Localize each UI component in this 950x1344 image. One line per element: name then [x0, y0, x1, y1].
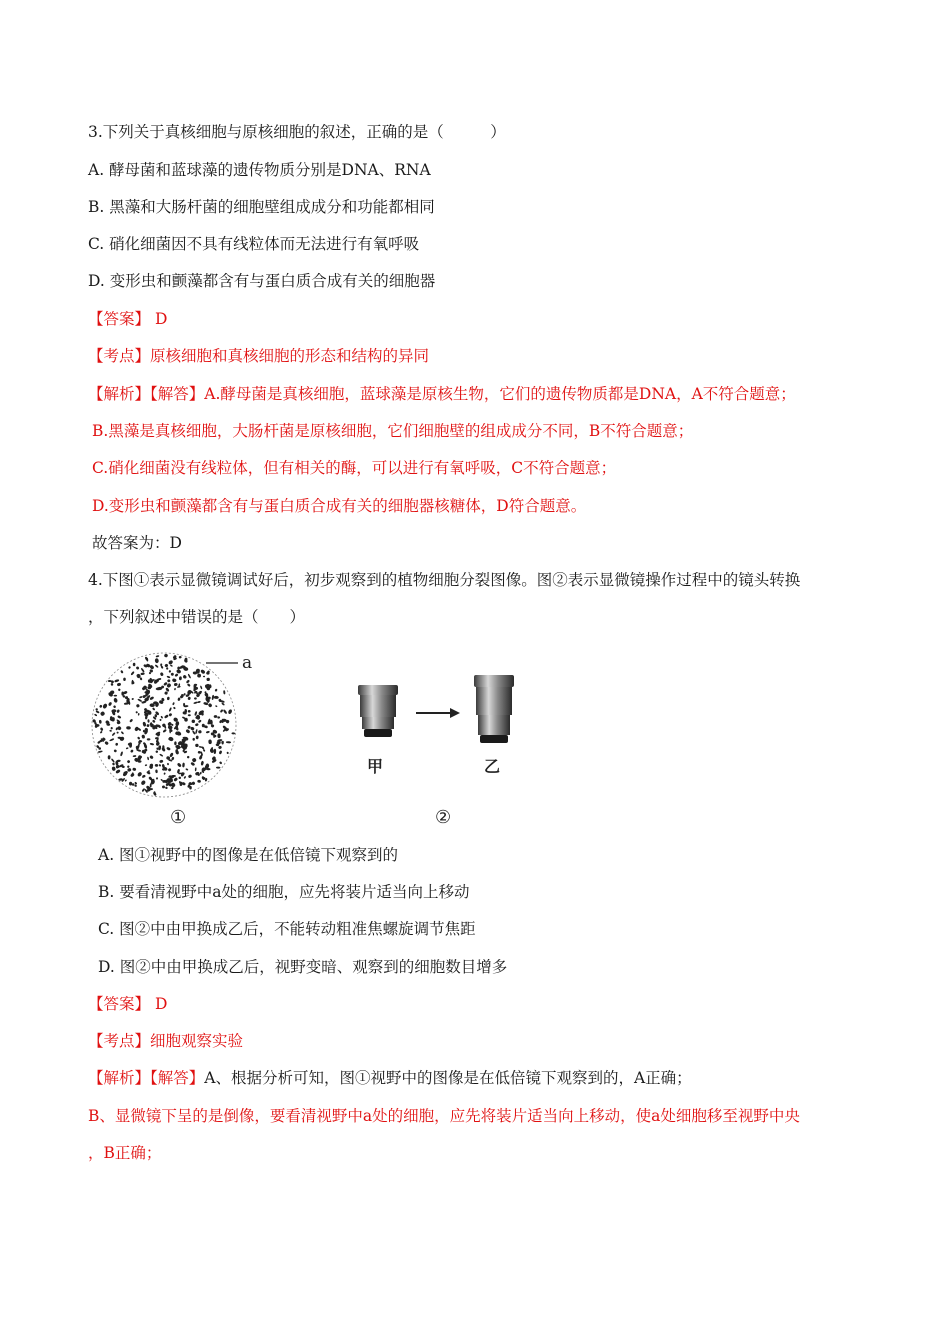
objective-lens-yi — [474, 675, 514, 743]
q3-point — [88, 346, 429, 366]
q4-stem-line1: 4.下图①表示显微镜调试好后，初步观察到的植物细胞分裂图像。图②表示显微镜操作过程中的镜头转换 — [88, 571, 801, 589]
label-fig1: ① — [170, 807, 187, 828]
q3-answer-value: D — [150, 310, 168, 328]
arrow-head-icon — [450, 708, 460, 718]
q3-option-a: A. 酵母菌和蓝球藻的遗传物质分别是DNA、RNA — [88, 161, 431, 179]
q4-analysis-first — [88, 1068, 692, 1088]
q3-analysis-line-b: B.黑藻是真核细胞，大肠杆菌是原核细胞，它们细胞壁的组成成分不同，B不符合题意； — [92, 422, 694, 440]
q4-point-text: 细胞观察实验 — [150, 1032, 244, 1050]
q3-option-c: C. 硝化细菌因不具有线粒体而无法进行有氧呼吸 — [88, 235, 420, 253]
q4-answer-tag: 【答案】 — [88, 995, 151, 1013]
microscope-field-view — [92, 653, 238, 797]
q3-point-tag: 【考点】 — [88, 347, 151, 365]
q4-option-d: D. 图②中由甲换成乙后，视野变暗、观察到的细胞数目增多 — [98, 958, 508, 976]
q4-analysis-line-b: B、显微镜下呈的是倒像，要看清视野中a处的细胞，应先将装片适当向上移动，使a处细胞移至视野中央 — [88, 1107, 800, 1125]
label-jia: 甲 — [367, 757, 384, 776]
q4-analysis-line-b-cont: ，B正确； — [88, 1144, 162, 1162]
label-fig2: ② — [435, 807, 452, 828]
q3-analysis-line-c: C.硝化细菌没有线粒体，但有相关的酶，可以进行有氧呼吸，C不符合题意； — [92, 459, 617, 477]
q4-answer — [88, 994, 167, 1014]
q3-conclusion: 故答案为：D — [92, 534, 182, 552]
q4-point — [88, 1031, 243, 1051]
q3-analysis-line-a: A.酵母菌是真核细胞，蓝球藻是原核生物，它们的遗传物质都是DNA，A不符合题意； — [204, 385, 796, 403]
q3-point-text: 原核细胞和真核细胞的形态和结构的异同 — [150, 347, 430, 365]
q4-option-c: C. 图②中由甲换成乙后，不能转动粗准焦螺旋调节焦距 — [98, 920, 476, 938]
q4-option-a: A. 图①视野中的图像是在低倍镜下观察到的 — [98, 846, 399, 864]
q3-option-d: D. 变形虫和颤藻都含有与蛋白质合成有关的细胞器 — [88, 272, 436, 290]
label-a: a — [242, 653, 253, 673]
q4-point-tag: 【考点】 — [88, 1032, 151, 1050]
q4-option-b: B. 要看清视野中a处的细胞，应先将装片适当向上移动 — [98, 883, 470, 901]
q3-option-b: B. 黑藻和大肠杆菌的细胞壁组成成分和功能都相同 — [88, 198, 435, 216]
q4-answer-value: D — [150, 995, 168, 1013]
q3-stem: 3.下列关于真核细胞与原核细胞的叙述，正确的是（ ） — [88, 123, 506, 141]
q4-stem-line2: ，下列叙述中错误的是（ ） — [88, 608, 306, 626]
objective-lens-jia — [358, 685, 398, 737]
q4-analysis-line-a: A、根据分析可知，图①视野中的图像是在低倍镜下观察到的，A正确； — [204, 1069, 692, 1087]
q3-analysis-tag: 【解析】【解答】 — [88, 385, 205, 403]
q3-answer — [88, 309, 167, 329]
q3-answer-tag: 【答案】 — [88, 310, 151, 328]
q3-analysis-line-d: D.变形虫和颤藻都含有与蛋白质合成有关的细胞器核糖体，D符合题意。 — [92, 497, 587, 515]
label-yi: 乙 — [484, 757, 501, 776]
q4-figure — [88, 645, 548, 830]
q4-analysis-tag: 【解析】【解答】 — [88, 1069, 205, 1087]
q3-analysis-first — [88, 384, 796, 404]
